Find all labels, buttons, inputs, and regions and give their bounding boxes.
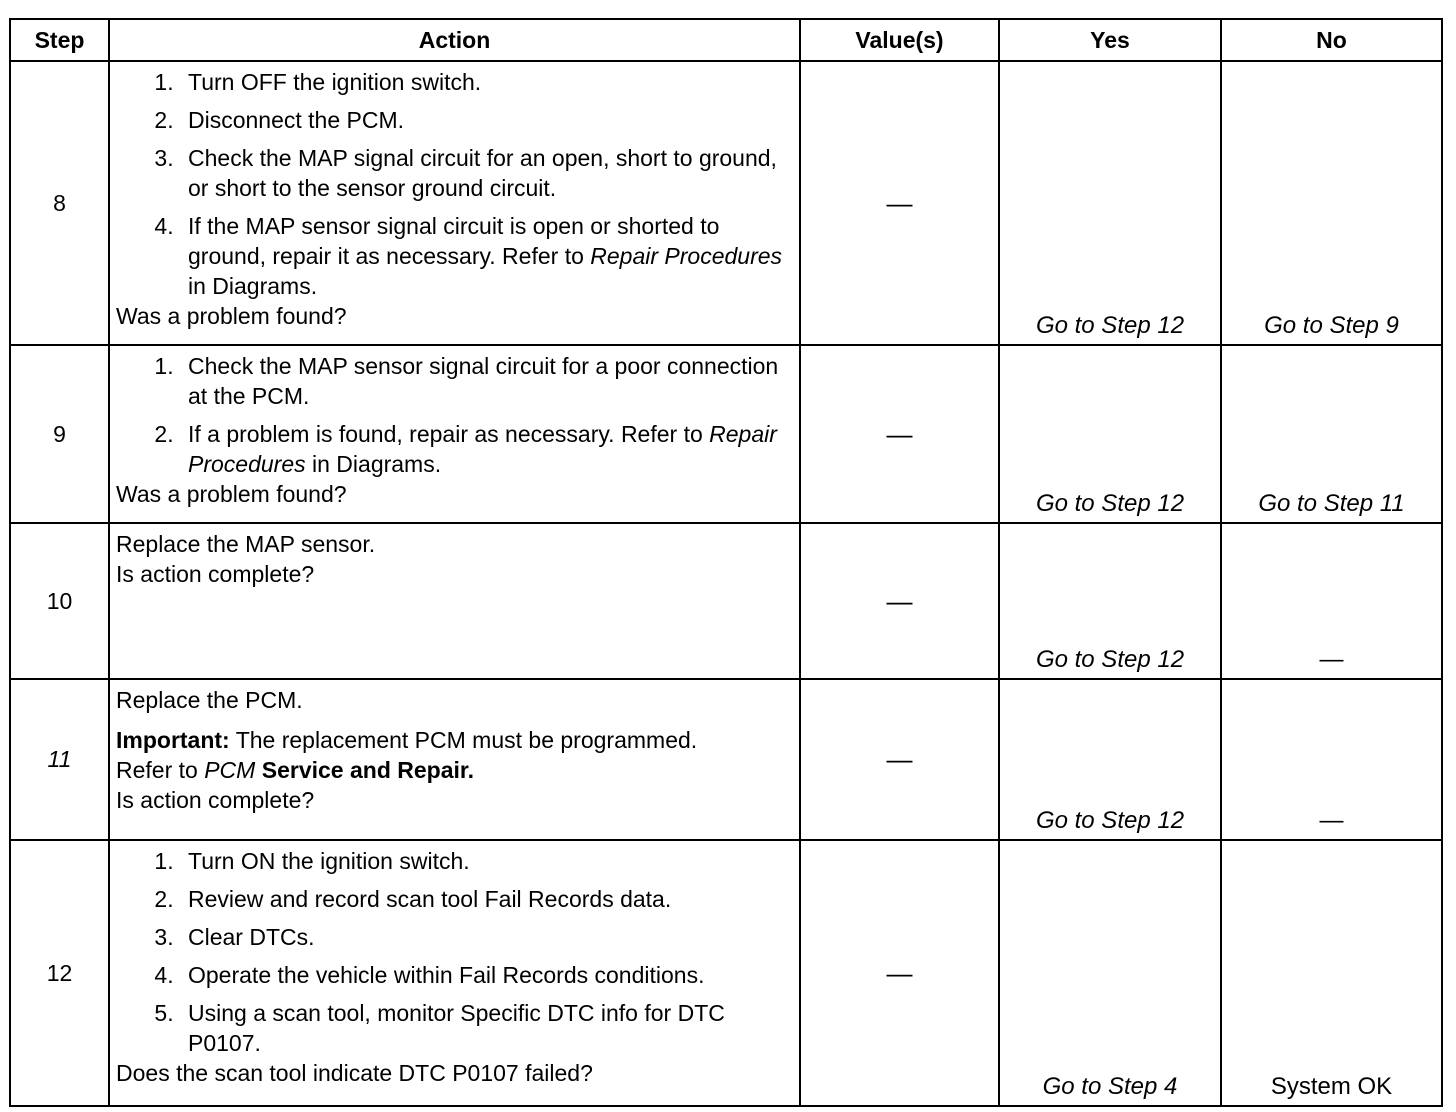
value-cell: — — [800, 679, 999, 840]
action-cell — [109, 679, 800, 840]
diagnostic-table — [9, 18, 1443, 1107]
reference-link-text: Repair Procedures — [590, 243, 783, 269]
important-label: Important: — [116, 727, 230, 753]
question: Was a problem found? — [116, 481, 347, 507]
refer-italic: PCM — [204, 757, 256, 783]
table-row — [10, 523, 1442, 679]
action-list — [116, 351, 793, 479]
action-text: If a problem is found, repair as necessary. Refer to — [188, 421, 710, 447]
header-row — [10, 19, 1442, 61]
no-result: Go to Step 9 — [1221, 61, 1442, 345]
table-row — [10, 679, 1442, 840]
yes-result: Go to Step 12 — [999, 345, 1221, 523]
value-cell: — — [800, 345, 999, 523]
important-text: The replacement PCM must be programmed. — [235, 727, 698, 753]
list-item: 2. Disconnect the PCM. — [180, 105, 793, 135]
list-item: 3. Clear DTCs. — [180, 922, 793, 952]
yes-result: Go to Step 12 — [999, 523, 1221, 679]
list-item: 3. Check the MAP signal circuit for an open, short to ground, or short to the sensor ground circuit. — [180, 143, 793, 203]
refer-prefix: Refer to — [116, 757, 198, 783]
question: Does the scan tool indicate DTC P0107 failed? — [116, 1060, 593, 1086]
no-result: System OK — [1221, 840, 1442, 1106]
action-text: in Diagrams. — [188, 273, 318, 299]
step-number: 12 — [10, 840, 109, 1106]
list-item: 1. Check the MAP sensor signal circuit for a poor connection at the PCM. — [180, 351, 793, 411]
no-result: — — [1221, 523, 1442, 679]
list-item — [180, 419, 793, 479]
action-text: Replace the MAP sensor. — [116, 531, 376, 557]
action-cell — [109, 523, 800, 679]
step-number: 11 — [10, 679, 109, 840]
action-cell — [109, 345, 800, 523]
step-number: 8 — [10, 61, 109, 345]
action-text: If the MAP sensor signal circuit is open or shorted to ground, repair it as necessary. Refer to — [188, 213, 720, 269]
no-result: — — [1221, 679, 1442, 840]
yes-result: Go to Step 12 — [999, 61, 1221, 345]
value-cell: — — [800, 61, 999, 345]
refer-bold: Service and Repair. — [261, 757, 474, 783]
list-item: 2. Review and record scan tool Fail Records data. — [180, 884, 793, 914]
yes-result: Go to Step 4 — [999, 840, 1221, 1106]
important-note — [116, 725, 793, 785]
question: Was a problem found? — [116, 303, 347, 329]
action-list — [116, 67, 793, 301]
action-text: Replace the PCM. — [116, 687, 303, 713]
header-step: Step — [10, 19, 109, 61]
list-item: 1. Turn OFF the ignition switch. — [180, 67, 793, 97]
table-row — [10, 61, 1442, 345]
header-values: Value(s) — [800, 19, 999, 61]
question: Is action complete? — [116, 561, 315, 587]
header-action: Action — [109, 19, 800, 61]
list-item: 5. Using a scan tool, monitor Specific DTC info for DTC P0107. — [180, 998, 793, 1058]
value-cell: — — [800, 523, 999, 679]
value-cell: — — [800, 840, 999, 1106]
yes-result: Go to Step 12 — [999, 679, 1221, 840]
table-row — [10, 345, 1442, 523]
no-result: Go to Step 11 — [1221, 345, 1442, 523]
action-text: in Diagrams. — [305, 451, 442, 477]
reference-link-text: Repair Procedures — [188, 421, 777, 477]
step-number: 9 — [10, 345, 109, 523]
action-list — [116, 846, 793, 1058]
question: Is action complete? — [116, 787, 315, 813]
action-cell — [109, 61, 800, 345]
table-row — [10, 840, 1442, 1106]
action-cell — [109, 840, 800, 1106]
header-no: No — [1221, 19, 1442, 61]
list-item — [180, 211, 793, 301]
list-item: 4. Operate the vehicle within Fail Records conditions. — [180, 960, 793, 990]
step-number: 10 — [10, 523, 109, 679]
list-item: 1. Turn ON the ignition switch. — [180, 846, 793, 876]
header-yes: Yes — [999, 19, 1221, 61]
